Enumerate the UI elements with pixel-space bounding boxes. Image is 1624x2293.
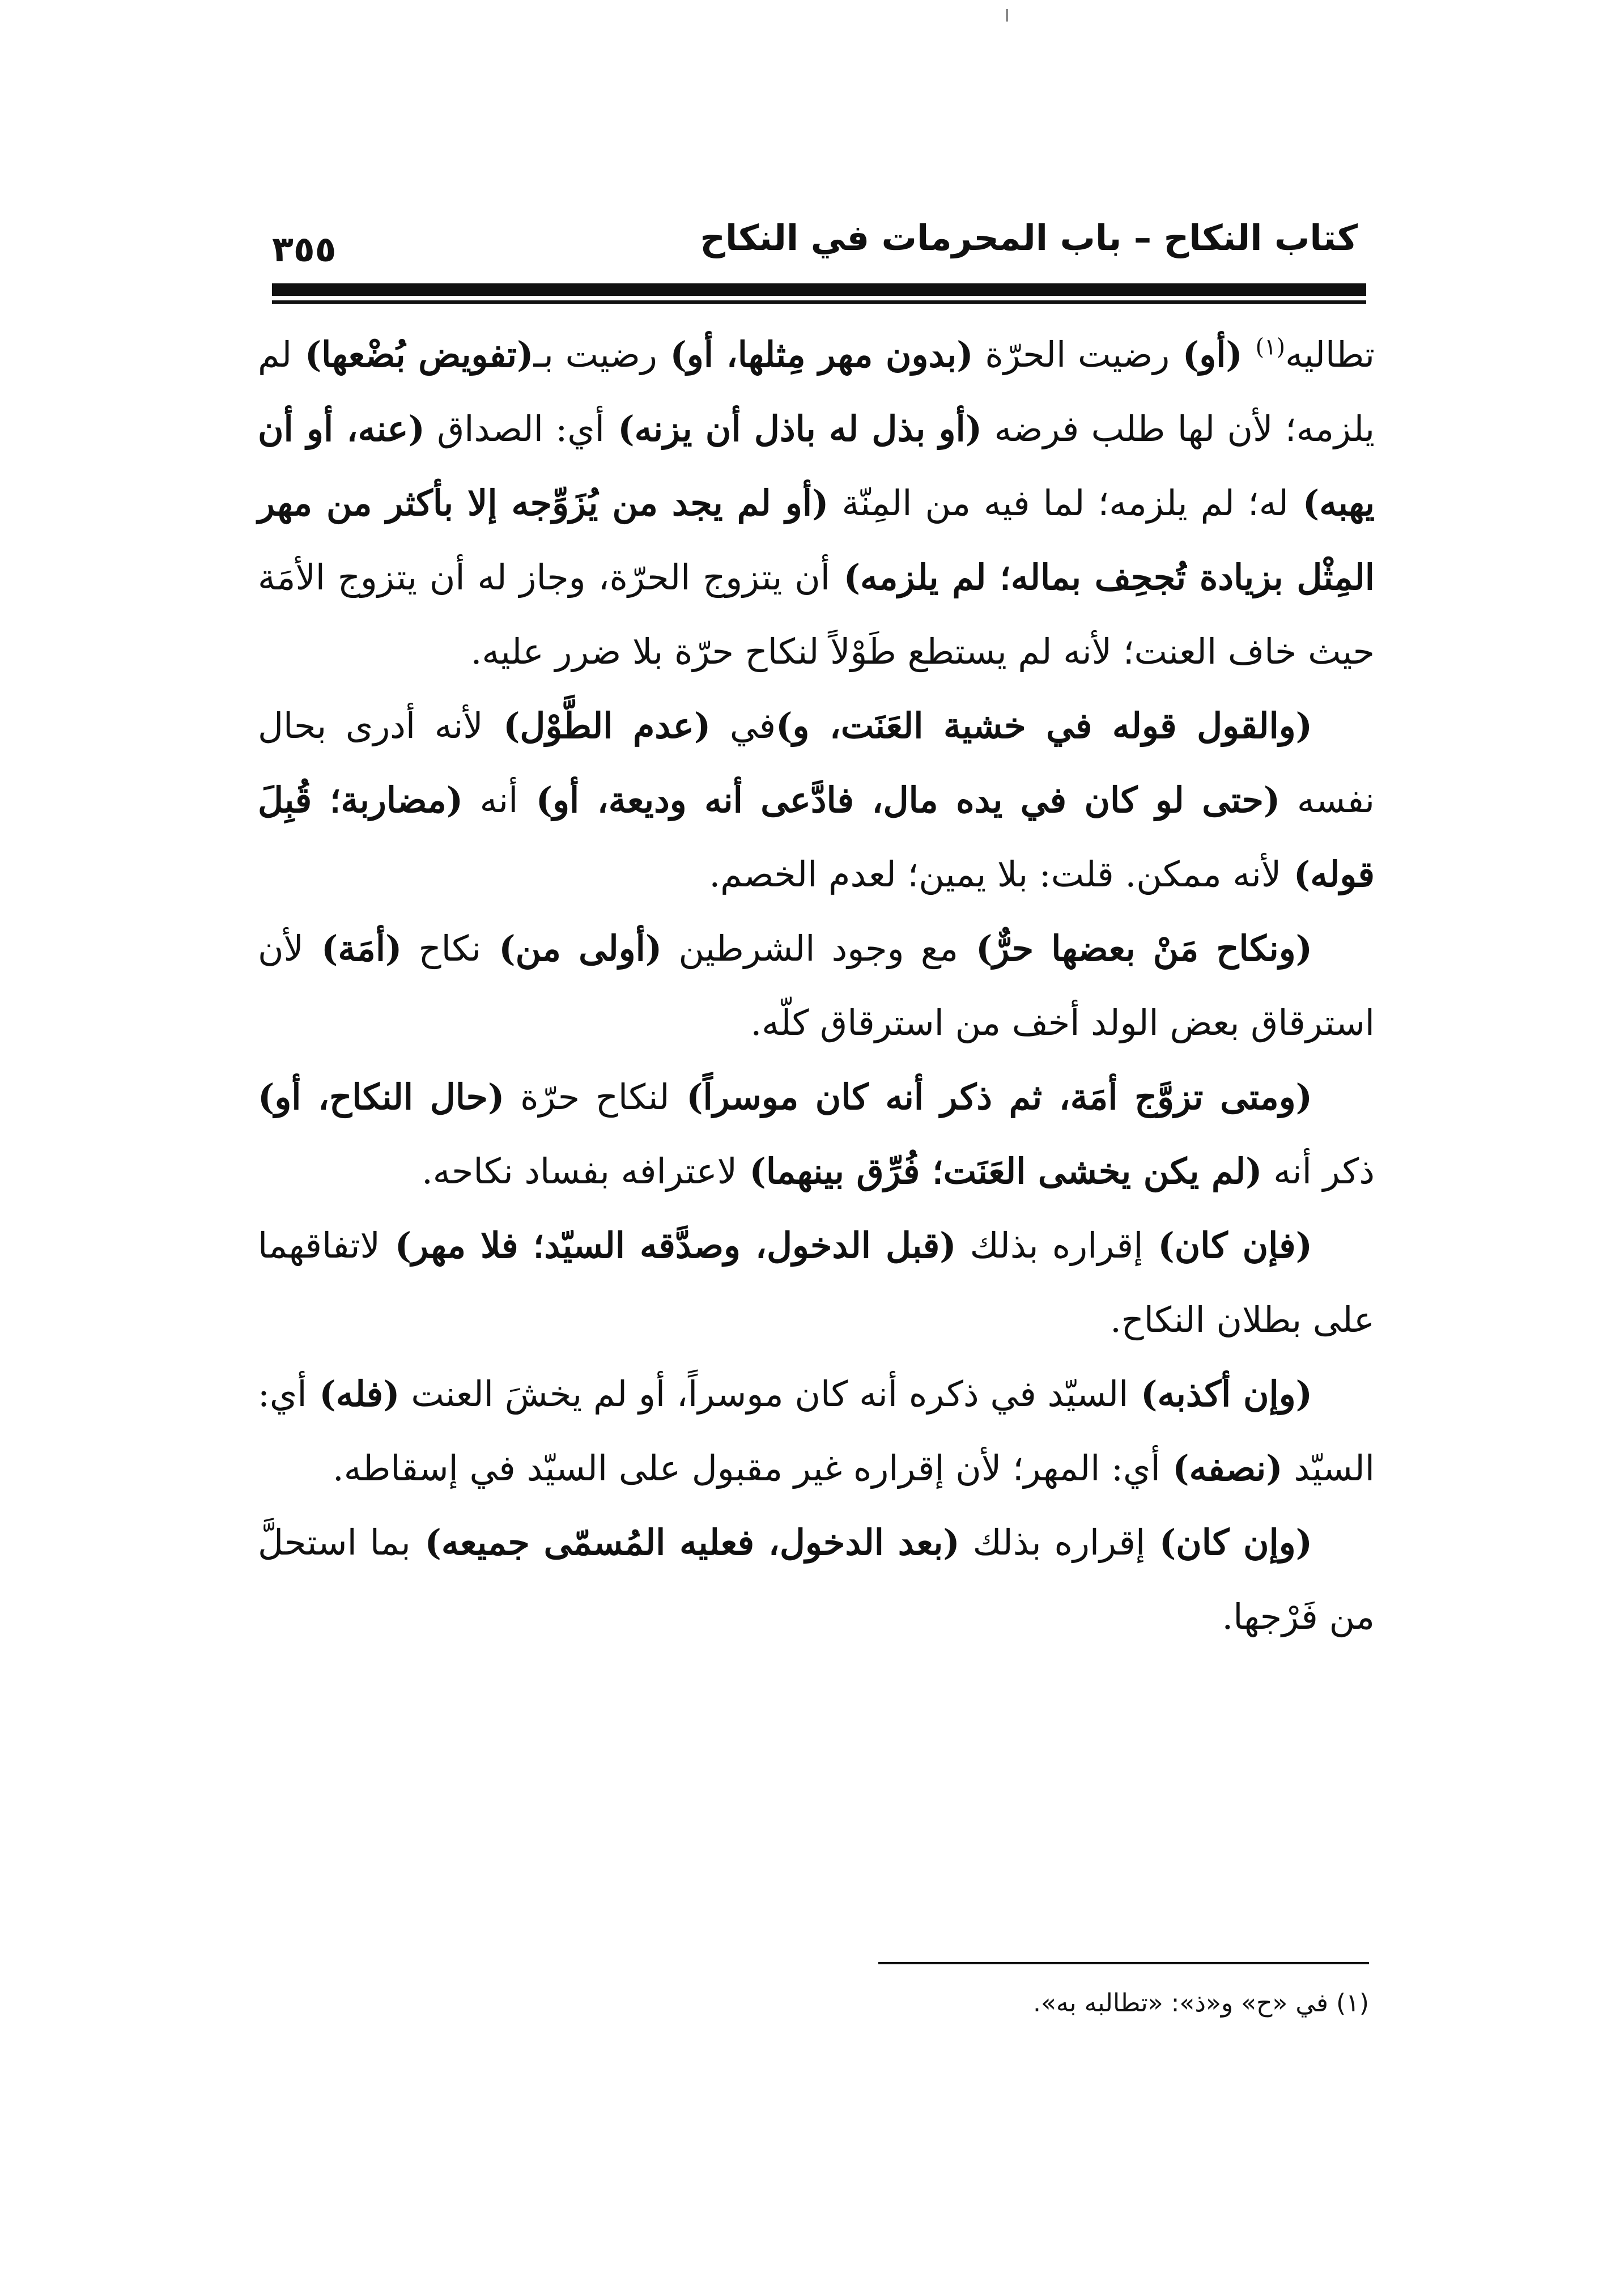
footnote-rule: [878, 1962, 1369, 1964]
header-rule-thin: [272, 300, 1366, 304]
header-title: كتاب النكاح – باب المحرمات في النكاح: [700, 217, 1358, 258]
matn-text: (حتى لو كان في يده مال، فادَّعى أنه وديعة، أو): [518, 779, 1281, 821]
commentary-text: لاتفاقهما على بطلان النكاح.: [258, 1225, 1375, 1340]
matn-text: (فإن كان): [1143, 1225, 1312, 1266]
scan-speck: [1006, 9, 1008, 22]
matn-text: (بدون مهر مِثلها، أو): [657, 334, 973, 375]
matn-text: (وإن أكذبه): [1128, 1373, 1312, 1415]
commentary-text: أي: السيّد: [258, 1373, 1375, 1489]
commentary-text: إقراره بذلك: [956, 1225, 1143, 1266]
footnote-marker: (١): [1255, 334, 1286, 360]
commentary-text: رضيت الحرّة: [973, 334, 1170, 375]
commentary-text: لم يلزمه؛ لأن لها طلب فرضه: [258, 334, 1375, 449]
header-rule-thick: [272, 283, 1366, 296]
matn-text: (فله): [307, 1373, 400, 1415]
commentary-text: أن يتزوج الحرّة، وجاز له أن يتزوج الأمَة حيث خاف العنت؛ لأنه لم يستطع طَوْلاً لنكاح حرّة بلا ضرر عليه.: [258, 557, 1375, 672]
matn-text: (نصفه): [1160, 1447, 1283, 1489]
footnote: (١) في «ح» و«ذ»: «تطالبه به».: [1032, 1989, 1369, 2018]
paragraph-7: [258, 1505, 1375, 1654]
matn-text: (أو لم يجد من يُزَوِّجه إلا بأكثر من مهر المِثْل بزيادة تُجحِف بماله؛ لم يلزمه): [258, 482, 1375, 598]
paragraph-5: [258, 1208, 1375, 1357]
commentary-text: أي: الصداق: [424, 408, 605, 449]
commentary-text: لأن استرقاق بعض الولد أخف من استرقاق كلّه.: [258, 928, 1375, 1043]
matn-text: (عنه، أو أن يهبه): [258, 408, 1375, 524]
running-header: [272, 210, 1358, 289]
commentary-text: مع وجود الشرطين: [662, 928, 959, 969]
matn-text: (وإن كان): [1145, 1522, 1312, 1563]
paragraph-1: [258, 317, 1375, 689]
commentary-text: أنه: [463, 779, 518, 821]
body-text: [258, 317, 1375, 1654]
matn-text: (ونكاح مَنْ بعضها حرٌّ): [958, 928, 1312, 969]
commentary-text: إقراره بذلك: [959, 1522, 1146, 1563]
commentary-text: نكاح: [402, 928, 482, 969]
matn-text: (أمَة): [303, 928, 402, 969]
commentary-text: رضيت بـ: [533, 334, 657, 375]
commentary-text: لاعترافه بفساد نكاحه.: [422, 1150, 737, 1192]
commentary-text: لأنه أدرى بحال نفسه: [258, 705, 1375, 821]
matn-text: (أو بذل له باذل أن يزنه): [605, 408, 983, 449]
matn-text: (أولى من): [481, 928, 662, 969]
commentary-text: لأنه ممكن. قلت: بلا يمين؛ لعدم الخصم.: [709, 853, 1282, 895]
matn-text: (أو): [1170, 334, 1256, 375]
matn-text: (والقول قوله في خشية العَنَت، و): [776, 705, 1312, 746]
matn-text: (لم يكن يخشى العَنَت؛ فُرِّق بينهما): [737, 1150, 1262, 1192]
paragraph-4: [258, 1060, 1375, 1208]
commentary-text: بما استحلَّ من فَرْجها.: [258, 1522, 1375, 1637]
commentary-text: السيّد في ذكره أنه كان موسراً، أو لم يخشَ العنت: [399, 1373, 1129, 1415]
matn-text: (تفويض بُضْعها): [292, 334, 534, 375]
paragraph-3: [258, 911, 1375, 1060]
matn-text: (مضاربة؛ قُبِلَ قوله): [258, 779, 1375, 895]
commentary-text: أي: المهر؛ لأن إقراره غير مقبول على السيّد في إسقاطه.: [333, 1447, 1160, 1489]
matn-text: (بعد الدخول، فعليه المُسمّى جميعه): [410, 1522, 960, 1563]
paragraph-2: [258, 689, 1375, 911]
commentary-text: ذكر أنه: [1262, 1150, 1375, 1192]
commentary-text: له؛ لم يلزمه؛ لما فيه من المِنّة: [828, 482, 1289, 524]
matn-text: (قبل الدخول، وصدَّقه السيّد؛ فلا مهر): [380, 1225, 956, 1266]
matn-text: (حال النكاح، أو): [258, 1076, 505, 1118]
matn-text: (عدم الطَّوْل): [483, 705, 711, 746]
commentary-text: في: [711, 705, 776, 746]
paragraph-6: [258, 1357, 1375, 1505]
commentary-text: لنكاح حرّة: [504, 1076, 670, 1118]
commentary-text: تطاليه: [1285, 334, 1375, 375]
matn-text: (ومتى تزوَّج أمَة، ثم ذكر أنه كان موسراً): [669, 1076, 1313, 1118]
page-number: ٣٥٥: [272, 228, 337, 270]
